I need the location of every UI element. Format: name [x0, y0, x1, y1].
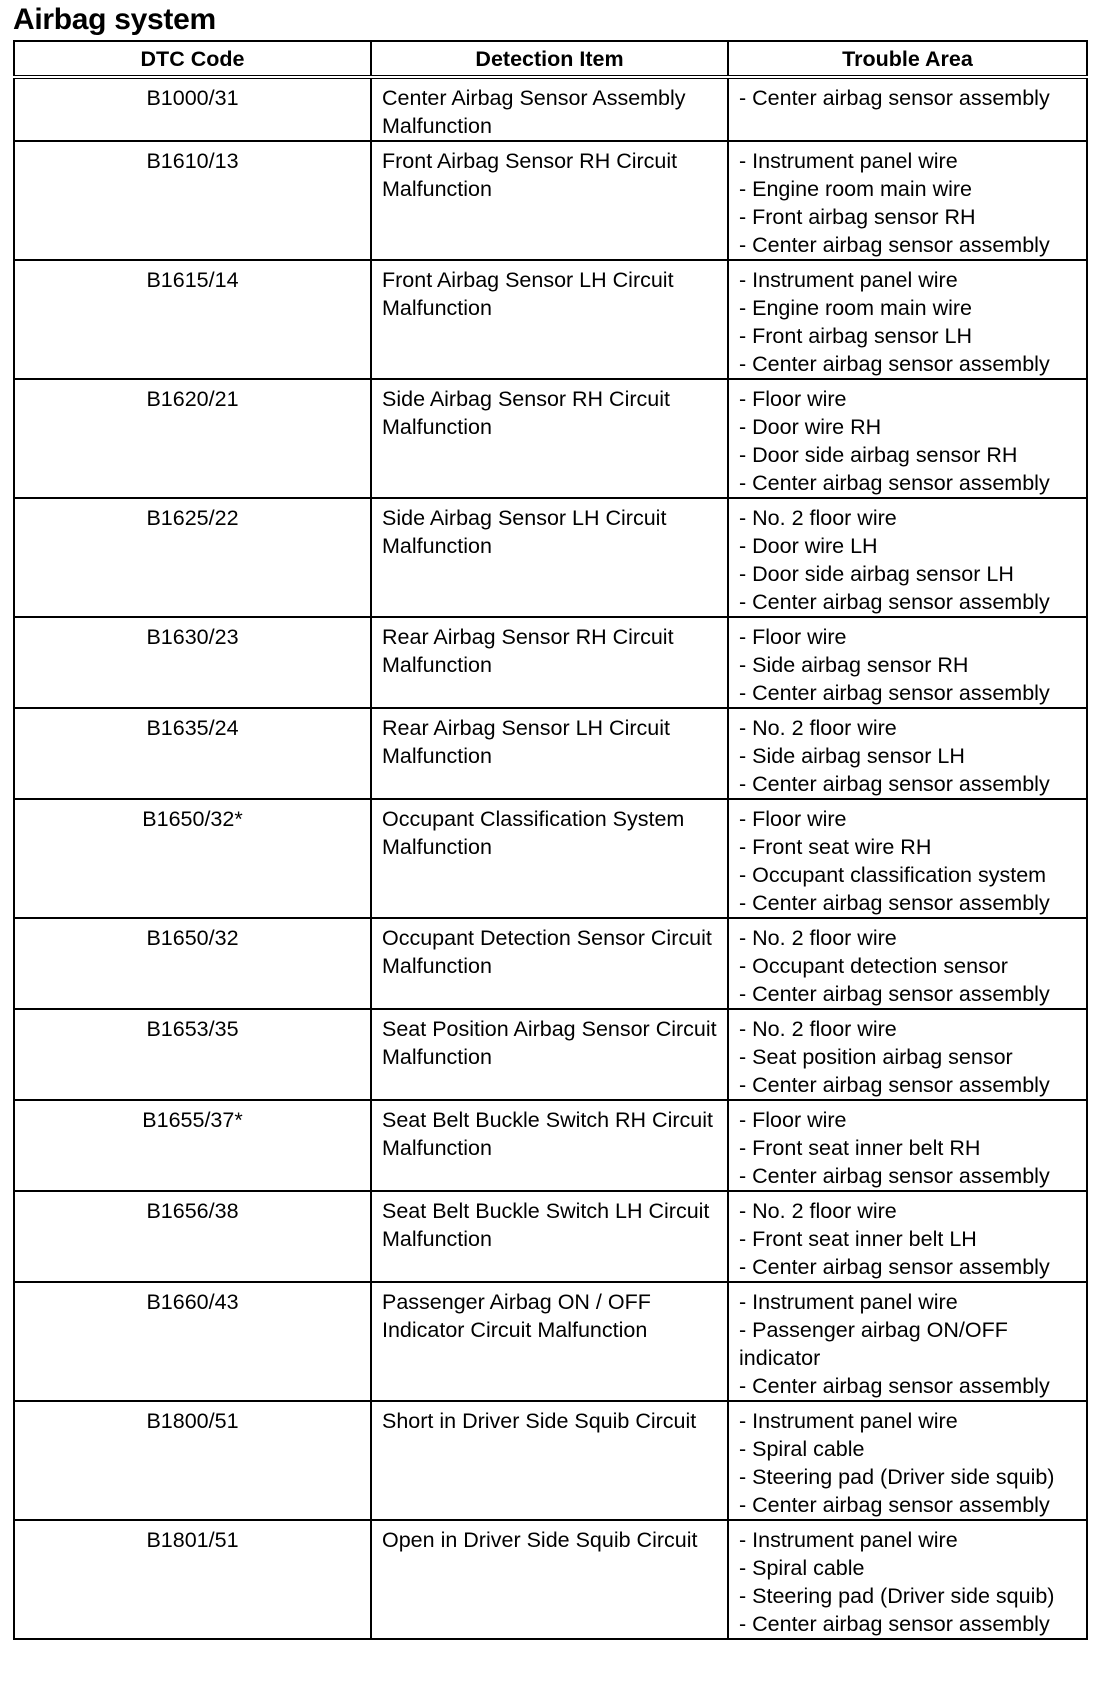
detection-item-cell: Open in Driver Side Squib Circuit: [371, 1520, 728, 1639]
trouble-area-item: - Instrument panel wire: [739, 1290, 958, 1314]
trouble-area-item: - Center airbag sensor assembly: [739, 590, 1050, 614]
trouble-area-item: - Instrument panel wire: [739, 149, 958, 173]
trouble-area-item: - No. 2 floor wire: [739, 506, 897, 530]
trouble-area-item: - Door side airbag sensor LH: [739, 562, 1014, 586]
dtc-code-cell: B1620/21: [14, 379, 371, 498]
table-row: [14, 617, 1087, 708]
dtc-code-cell: B1660/43: [14, 1282, 371, 1401]
trouble-area-item: - Center airbag sensor assembly: [739, 1612, 1050, 1636]
trouble-area-item: - Floor wire: [739, 387, 847, 411]
table-row: [14, 260, 1087, 379]
table-row: [14, 1282, 1087, 1401]
trouble-area-item: - Center airbag sensor assembly: [739, 1073, 1050, 1097]
trouble-area-item: - Center airbag sensor assembly: [739, 1164, 1050, 1188]
table-row: [14, 918, 1087, 1009]
header-trouble-area: Trouble Area: [728, 41, 1087, 77]
page-title: Airbag system: [13, 3, 216, 36]
trouble-area-item: - Steering pad (Driver side squib): [739, 1584, 1055, 1608]
table-header-row: [14, 41, 1087, 77]
detection-item-cell: Short in Driver Side Squib Circuit: [371, 1401, 728, 1520]
table-row: [14, 1401, 1087, 1520]
detection-item-cell: Occupant Classification System Malfunction: [371, 799, 728, 918]
detection-item-cell: Seat Belt Buckle Switch LH Circuit Malfunction: [371, 1191, 728, 1282]
detection-item-cell: Seat Belt Buckle Switch RH Circuit Malfunction: [371, 1100, 728, 1191]
trouble-area-cell: [728, 617, 1087, 708]
detection-item-cell: Center Airbag Sensor Assembly Malfunction: [371, 77, 728, 141]
trouble-area-cell: [728, 141, 1087, 260]
dtc-code-cell: B1655/37*: [14, 1100, 371, 1191]
trouble-area-item: - Door side airbag sensor RH: [739, 443, 1018, 467]
trouble-area-item: - Center airbag sensor assembly: [739, 772, 1050, 796]
dtc-code-cell: B1610/13: [14, 141, 371, 260]
trouble-area-item: - Center airbag sensor assembly: [739, 1374, 1050, 1398]
detection-item-cell: Rear Airbag Sensor LH Circuit Malfunction: [371, 708, 728, 799]
trouble-area-cell: [728, 708, 1087, 799]
trouble-area-item: - No. 2 floor wire: [739, 926, 897, 950]
trouble-area-cell: [728, 1520, 1087, 1639]
trouble-area-item: - Center airbag sensor assembly: [739, 1255, 1050, 1279]
trouble-area-item: - Instrument panel wire: [739, 1528, 958, 1552]
dtc-code-cell: B1625/22: [14, 498, 371, 617]
dtc-code-cell: B1615/14: [14, 260, 371, 379]
trouble-area-item: - Spiral cable: [739, 1437, 865, 1461]
trouble-area-cell: [728, 1401, 1087, 1520]
detection-item-cell: Passenger Airbag ON / OFF Indicator Circuit Malfunction: [371, 1282, 728, 1401]
detection-item-cell: Side Airbag Sensor LH Circuit Malfunction: [371, 498, 728, 617]
dtc-code-cell: B1635/24: [14, 708, 371, 799]
dtc-code-cell: B1800/51: [14, 1401, 371, 1520]
trouble-area-item: - Center airbag sensor assembly: [739, 891, 1050, 915]
detection-item-cell: Occupant Detection Sensor Circuit Malfunction: [371, 918, 728, 1009]
trouble-area-item: - Center airbag sensor assembly: [739, 471, 1050, 495]
dtc-code-cell: B1650/32*: [14, 799, 371, 918]
detection-item-cell: Front Airbag Sensor LH Circuit Malfunction: [371, 260, 728, 379]
trouble-area-cell: [728, 1100, 1087, 1191]
trouble-area-cell: [728, 1191, 1087, 1282]
trouble-area-item: - Instrument panel wire: [739, 1409, 958, 1433]
table-row: [14, 708, 1087, 799]
detection-item-cell: Front Airbag Sensor RH Circuit Malfunction: [371, 141, 728, 260]
trouble-area-item: - Front airbag sensor RH: [739, 205, 976, 229]
trouble-area-item: - Occupant classification system: [739, 863, 1047, 887]
trouble-area-cell: [728, 1282, 1087, 1401]
trouble-area-cell: [728, 498, 1087, 617]
trouble-area-item: - Seat position airbag sensor: [739, 1045, 1013, 1069]
trouble-area-cell: [728, 799, 1087, 918]
trouble-area-item: - Engine room main wire: [739, 296, 973, 320]
trouble-area-item: - Center airbag sensor assembly: [739, 982, 1050, 1006]
trouble-area-cell: [728, 77, 1087, 141]
trouble-area-item: - Floor wire: [739, 1108, 847, 1132]
table-row: [14, 498, 1087, 617]
dtc-code-cell: B1650/32: [14, 918, 371, 1009]
trouble-area-item: - Center airbag sensor assembly: [739, 86, 1050, 110]
trouble-area-item: - Side airbag sensor RH: [739, 653, 969, 677]
detection-item-cell: Side Airbag Sensor RH Circuit Malfunction: [371, 379, 728, 498]
dtc-code-cell: B1801/51: [14, 1520, 371, 1639]
table-row: [14, 1191, 1087, 1282]
trouble-area-cell: [728, 260, 1087, 379]
trouble-area-item: - Center airbag sensor assembly: [739, 1493, 1050, 1517]
trouble-area-item: - Front seat inner belt LH: [739, 1227, 977, 1251]
table-row: [14, 379, 1087, 498]
detection-item-cell: Rear Airbag Sensor RH Circuit Malfunction: [371, 617, 728, 708]
header-detection-item: Detection Item: [371, 41, 728, 77]
trouble-area-item: - Side airbag sensor LH: [739, 744, 965, 768]
table-row: [14, 1100, 1087, 1191]
dtc-table: [13, 40, 1088, 1640]
trouble-area-item: - Front seat wire RH: [739, 835, 932, 859]
trouble-area-item: - Engine room main wire: [739, 177, 973, 201]
header-dtc-code: DTC Code: [14, 41, 371, 77]
trouble-area-item: - No. 2 floor wire: [739, 1017, 897, 1041]
table-row: [14, 799, 1087, 918]
trouble-area-item: - Occupant detection sensor: [739, 954, 1008, 978]
dtc-code-cell: B1656/38: [14, 1191, 371, 1282]
trouble-area-item: - Passenger airbag ON/OFF indicator: [739, 1318, 1008, 1370]
table-row: [14, 77, 1087, 141]
trouble-area-item: - Front seat inner belt RH: [739, 1136, 981, 1160]
trouble-area-item: - Spiral cable: [739, 1556, 865, 1580]
table-body: [14, 77, 1087, 1639]
table-row: [14, 141, 1087, 260]
trouble-area-item: - No. 2 floor wire: [739, 1199, 897, 1223]
trouble-area-item: - Floor wire: [739, 625, 847, 649]
table-row: [14, 1520, 1087, 1639]
trouble-area-item: - No. 2 floor wire: [739, 716, 897, 740]
trouble-area-item: - Steering pad (Driver side squib): [739, 1465, 1055, 1489]
dtc-code-cell: B1630/23: [14, 617, 371, 708]
trouble-area-item: - Door wire LH: [739, 534, 878, 558]
detection-item-cell: Seat Position Airbag Sensor Circuit Malfunction: [371, 1009, 728, 1100]
trouble-area-item: - Instrument panel wire: [739, 268, 958, 292]
trouble-area-item: - Floor wire: [739, 807, 847, 831]
trouble-area-cell: [728, 918, 1087, 1009]
trouble-area-item: - Center airbag sensor assembly: [739, 233, 1050, 257]
table-row: [14, 1009, 1087, 1100]
trouble-area-cell: [728, 1009, 1087, 1100]
dtc-code-cell: B1000/31: [14, 77, 371, 141]
trouble-area-item: - Door wire RH: [739, 415, 882, 439]
trouble-area-item: - Center airbag sensor assembly: [739, 681, 1050, 705]
dtc-code-cell: B1653/35: [14, 1009, 371, 1100]
trouble-area-item: - Center airbag sensor assembly: [739, 352, 1050, 376]
trouble-area-cell: [728, 379, 1087, 498]
trouble-area-item: - Front airbag sensor LH: [739, 324, 973, 348]
